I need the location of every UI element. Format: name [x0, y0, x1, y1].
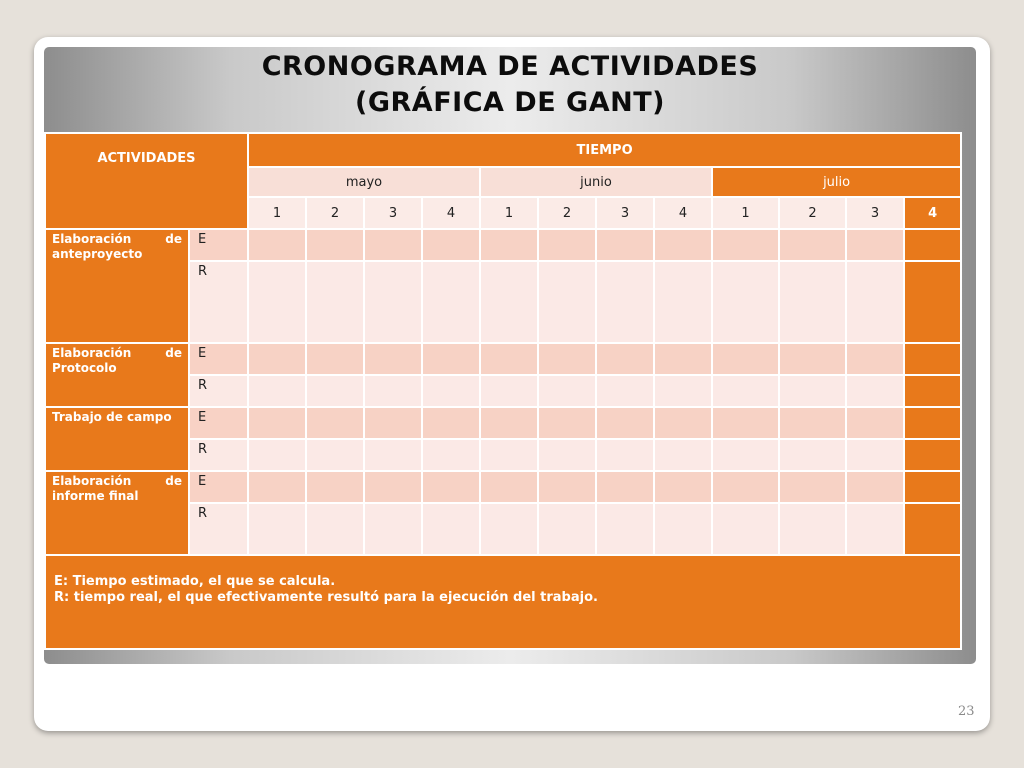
header-actividades: ACTIVIDADES: [45, 133, 248, 229]
week-julio-4: 4: [904, 197, 961, 229]
gantt-cell: [422, 407, 480, 439]
gantt-cell: [654, 261, 712, 343]
gantt-cell: [846, 503, 904, 555]
gantt-cell: [596, 439, 654, 471]
week-junio-1: 1: [480, 197, 538, 229]
row-type-label: E: [189, 343, 248, 375]
gantt-cell: [712, 439, 779, 471]
gantt-cell: [779, 375, 846, 407]
gantt-cell: [538, 343, 596, 375]
gantt-cell: [364, 439, 422, 471]
month-junio: junio: [480, 167, 712, 197]
legend: [45, 555, 961, 649]
gantt-cell: [538, 375, 596, 407]
gantt-cell: [779, 439, 846, 471]
gantt-cell: [538, 261, 596, 343]
week-julio-2: 2: [779, 197, 846, 229]
gantt-cell: [248, 375, 306, 407]
gantt-cell: [422, 375, 480, 407]
week-mayo-4: 4: [422, 197, 480, 229]
gantt-cell: [538, 407, 596, 439]
gantt-cell: [846, 471, 904, 503]
gantt-cell: [480, 343, 538, 375]
gantt-cell: [422, 229, 480, 261]
gantt-cell: [248, 407, 306, 439]
gantt-cell: [779, 471, 846, 503]
gantt-cell: [904, 439, 961, 471]
gantt-cell: [306, 375, 364, 407]
gantt-cell: [422, 503, 480, 555]
gantt-cell: [904, 261, 961, 343]
gantt-cell: [306, 471, 364, 503]
gantt-cell: [422, 439, 480, 471]
gantt-cell: [248, 343, 306, 375]
week-mayo-3: 3: [364, 197, 422, 229]
gantt-cell: [712, 407, 779, 439]
gantt-cell: [480, 229, 538, 261]
week-mayo-1: 1: [248, 197, 306, 229]
gantt-cell: [306, 439, 364, 471]
legend-estimated: E: Tiempo estimado, el que se calcula.: [54, 574, 336, 589]
gantt-cell: [596, 375, 654, 407]
row-type-label: R: [189, 439, 248, 471]
gantt-cell: [654, 439, 712, 471]
gantt-cell: [904, 407, 961, 439]
gantt-cell: [422, 261, 480, 343]
gantt-cell: [364, 503, 422, 555]
gantt-cell: [364, 261, 422, 343]
gantt-cell: [538, 439, 596, 471]
gantt-cell: [712, 229, 779, 261]
gantt-cell: [712, 261, 779, 343]
gantt-cell: [779, 343, 846, 375]
gantt-cell: [846, 439, 904, 471]
title-line-1: CRONOGRAMA DE ACTIVIDADES: [261, 51, 759, 82]
week-junio-4: 4: [654, 197, 712, 229]
gantt-cell: [596, 343, 654, 375]
header-tiempo: TIEMPO: [248, 133, 961, 167]
gantt-cell: [306, 343, 364, 375]
gantt-cell: [364, 229, 422, 261]
gantt-cell: [779, 407, 846, 439]
slide-title: [44, 49, 976, 121]
gantt-cell: [480, 503, 538, 555]
gantt-cell: [846, 407, 904, 439]
gantt-cell: [364, 407, 422, 439]
gantt-cell: [480, 261, 538, 343]
activity-name: Elaboración de informe final: [45, 471, 189, 555]
gantt-cell: [846, 261, 904, 343]
gantt-cell: [654, 407, 712, 439]
gantt-cell: [596, 407, 654, 439]
gantt-cell: [596, 503, 654, 555]
activity-name: Elaboración de Protocolo: [45, 343, 189, 407]
gantt-cell: [654, 343, 712, 375]
row-type-label: R: [189, 375, 248, 407]
gantt-cell: [779, 229, 846, 261]
gantt-cell: [654, 375, 712, 407]
row-type-label: R: [189, 503, 248, 555]
gantt-cell: [248, 261, 306, 343]
month-julio: julio: [712, 167, 961, 197]
week-julio-3: 3: [846, 197, 904, 229]
activity-name: Elaboración de anteproyecto: [45, 229, 189, 343]
gantt-cell: [712, 471, 779, 503]
gantt-cell: [712, 375, 779, 407]
gantt-cell: [422, 471, 480, 503]
gantt-cell: [248, 439, 306, 471]
gantt-cell: [654, 229, 712, 261]
gantt-cell: [306, 229, 364, 261]
gantt-cell: [904, 229, 961, 261]
gantt-cell: [364, 471, 422, 503]
legend-real: R: tiempo real, el que efectivamente resultó para la ejecución del trabajo.: [54, 590, 598, 605]
gantt-cell: [846, 343, 904, 375]
row-type-label: E: [189, 229, 248, 261]
month-mayo: mayo: [248, 167, 480, 197]
gantt-cell: [480, 407, 538, 439]
activity-name: Trabajo de campo: [45, 407, 189, 471]
gantt-cell: [846, 229, 904, 261]
gantt-cell: [248, 503, 306, 555]
title-line-2: (GRÁFICA DE GANT): [355, 87, 665, 118]
gantt-cell: [654, 471, 712, 503]
gantt-cell: [306, 261, 364, 343]
gantt-cell: [654, 503, 712, 555]
gantt-cell: [904, 343, 961, 375]
gantt-cell: [779, 261, 846, 343]
page-number: 23: [958, 704, 975, 719]
gantt-cell: [306, 407, 364, 439]
gantt-cell: [364, 375, 422, 407]
gantt-cell: [904, 375, 961, 407]
week-junio-2: 2: [538, 197, 596, 229]
gantt-cell: [480, 439, 538, 471]
gantt-cell: [846, 375, 904, 407]
gantt-cell: [538, 471, 596, 503]
gantt-table: [44, 132, 962, 650]
row-type-label: R: [189, 261, 248, 343]
gantt-cell: [712, 503, 779, 555]
gantt-cell: [712, 343, 779, 375]
row-type-label: E: [189, 471, 248, 503]
gantt-cell: [248, 471, 306, 503]
gantt-cell: [422, 343, 480, 375]
gantt-cell: [480, 471, 538, 503]
row-type-label: E: [189, 407, 248, 439]
gantt-cell: [364, 343, 422, 375]
gantt-cell: [596, 229, 654, 261]
gantt-cell: [904, 471, 961, 503]
week-julio-1: 1: [712, 197, 779, 229]
gantt-cell: [306, 503, 364, 555]
week-mayo-2: 2: [306, 197, 364, 229]
gantt-cell: [480, 375, 538, 407]
gantt-cell: [248, 229, 306, 261]
gantt-cell: [904, 503, 961, 555]
gantt-cell: [538, 229, 596, 261]
gantt-cell: [538, 503, 596, 555]
week-junio-3: 3: [596, 197, 654, 229]
gantt-cell: [779, 503, 846, 555]
gantt-cell: [596, 471, 654, 503]
gantt-cell: [596, 261, 654, 343]
